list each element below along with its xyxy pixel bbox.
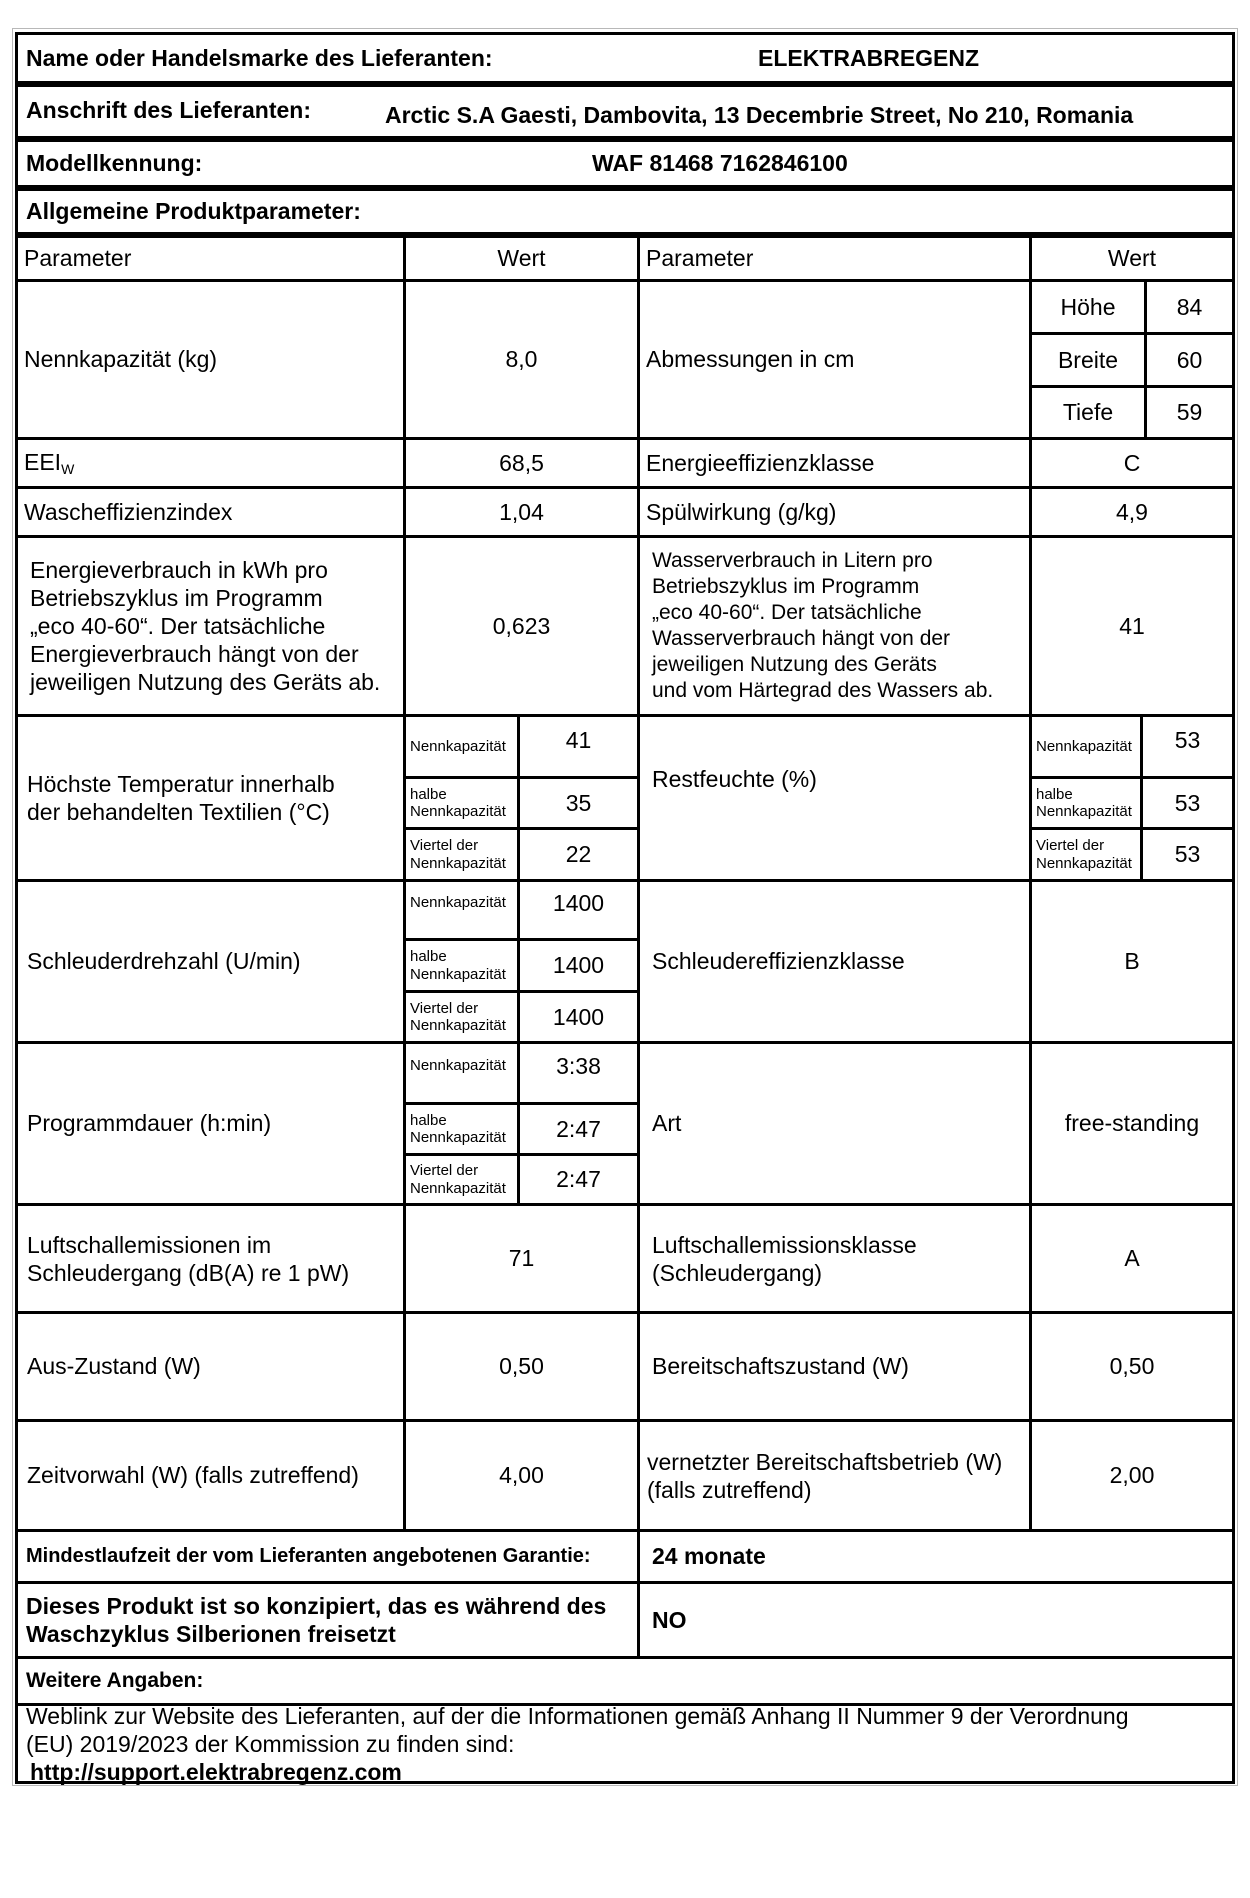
- water-cons-label: [652, 548, 993, 704]
- water-cons-label-cell: [637, 535, 1032, 717]
- silver-value: NO: [652, 1606, 687, 1633]
- weblink-url[interactable]: http://support.elektrabregenz.com: [30, 1758, 402, 1785]
- load-label-text: Nennkapazität: [410, 894, 506, 912]
- temp-quarter-value-cell: [517, 827, 640, 882]
- moisture-label-cell: [637, 714, 1032, 882]
- col-header-text: Wert: [497, 245, 546, 272]
- energy-cons-label-cell: [15, 535, 406, 717]
- text-line: Betriebszyklus im Programm: [652, 575, 920, 598]
- moisture-half-value: 53: [1174, 789, 1201, 816]
- temp-label: [27, 770, 335, 826]
- general-params-label: Allgemeine Produktparameter:: [26, 198, 361, 225]
- text-line: Energieverbrauch in kWh pro: [30, 557, 328, 583]
- eei-value: 68,5: [499, 449, 544, 476]
- network-label-cell: [637, 1419, 1032, 1532]
- capacity-value-cell: [403, 279, 640, 440]
- text-line: Nennkapazität: [410, 1129, 506, 1146]
- col-header-text: Wert: [1107, 245, 1157, 272]
- delay-label-cell: [15, 1419, 406, 1532]
- text-line: (falls zutreffend): [647, 1476, 812, 1503]
- duration-load-quarter-label: [403, 1153, 520, 1206]
- text-line: jeweiligen Nutzung des Geräts: [652, 653, 937, 676]
- text-line: halbe: [410, 785, 447, 803]
- moisture-full-value: 53: [1174, 727, 1201, 754]
- spin-quarter-value: 1400: [552, 1003, 605, 1030]
- text-line: vernetzter Bereitschaftsbetrieb (W): [647, 1448, 1003, 1475]
- noise-label: [27, 1231, 349, 1287]
- text-line: der behandelten Textilien (°C): [27, 799, 330, 825]
- text-line: Betriebszyklus im Programm: [30, 585, 323, 611]
- moisture-quarter-value: 53: [1174, 841, 1201, 868]
- wash-index-value: 1,04: [499, 498, 544, 525]
- width-label: Breite: [1057, 346, 1119, 373]
- temp-load-full-label: [403, 714, 520, 779]
- spin-half-value: 1400: [552, 952, 605, 979]
- supplier-label: Name oder Handelsmarke des Lieferanten:: [26, 44, 493, 71]
- noise-value-cell: [403, 1203, 640, 1314]
- off-value-cell: [403, 1311, 640, 1422]
- type-value: free-standing: [1064, 1110, 1200, 1137]
- spin-label: Schleuderdrehzahl (U/min): [27, 948, 301, 975]
- type-label-cell: [637, 1041, 1032, 1206]
- spin-half-value-cell: [517, 938, 640, 993]
- col-header-value-left: [403, 235, 640, 282]
- energy-class-value: C: [1123, 449, 1141, 476]
- text-line: Nennkapazität: [410, 854, 506, 872]
- text-line: Wasserverbrauch in Litern pro: [652, 549, 933, 572]
- col-header-text: Parameter: [646, 245, 754, 272]
- capacity-label: Nennkapazität (kg): [24, 346, 218, 373]
- load-label-text: [410, 1112, 506, 1147]
- col-header-text: Parameter: [24, 245, 132, 272]
- energy-class-label-cell: [637, 437, 1032, 489]
- energy-class-value-cell: [1029, 437, 1235, 489]
- temp-load-quarter-label: [403, 827, 520, 882]
- col-header-param-right: [637, 235, 1032, 282]
- spin-quarter-value-cell: [517, 990, 640, 1044]
- spin-load-quarter-label: [403, 990, 520, 1044]
- depth-label-cell: [1029, 385, 1147, 440]
- duration-label-cell: [15, 1041, 406, 1206]
- address-row: [15, 84, 1235, 139]
- eei-label-cell: [15, 437, 406, 489]
- spin-load-full-label: [403, 879, 520, 941]
- standby-label-cell: [637, 1311, 1032, 1422]
- noise-class-value-cell: [1029, 1203, 1235, 1314]
- rinse-label-cell: [637, 486, 1032, 538]
- off-label: Aus-Zustand (W): [27, 1353, 201, 1380]
- moisture-load-half-label: [1029, 776, 1143, 830]
- warranty-label: Mindestlaufzeit der vom Lieferanten angebotenen Garantie:: [26, 1545, 591, 1568]
- load-label-text: Nennkapazität: [1036, 737, 1132, 755]
- eei-text: EEI: [24, 448, 62, 475]
- delay-value-cell: [403, 1419, 640, 1532]
- silver-value-cell: [637, 1581, 1235, 1659]
- text-line: Wasserverbrauch hängt von der: [652, 627, 951, 650]
- capacity-label-cell: [15, 279, 406, 440]
- temp-full-value: 41: [565, 727, 592, 754]
- width-value-cell: [1144, 332, 1235, 388]
- off-value: 0,50: [499, 1353, 544, 1380]
- address-label: Anschrift des Lieferanten:: [26, 97, 311, 123]
- duration-quarter-value-cell: [517, 1153, 640, 1206]
- silver-label: [26, 1592, 606, 1648]
- moisture-full-value-cell: [1140, 714, 1235, 779]
- text-line: halbe: [410, 1111, 447, 1129]
- load-label-text: [410, 1162, 506, 1197]
- spin-label-cell: [15, 879, 406, 1044]
- energy-cons-label: [30, 556, 380, 696]
- moisture-load-full-label: [1029, 714, 1143, 779]
- duration-full-value: 3:38: [556, 1052, 601, 1079]
- network-label: [647, 1448, 1002, 1504]
- temp-quarter-value: 22: [565, 841, 592, 868]
- spin-class-value-cell: [1029, 879, 1235, 1044]
- rinse-label: Spülwirkung (g/kg): [646, 498, 837, 525]
- load-label-text: [410, 837, 506, 872]
- height-value-cell: [1144, 279, 1235, 335]
- text-line: „eco 40-60“. Der tatsächliche: [30, 613, 326, 639]
- capacity-value: 8,0: [505, 346, 538, 373]
- standby-value-cell: [1029, 1311, 1235, 1422]
- width-label-cell: [1029, 332, 1147, 388]
- text-line: und vom Härtegrad des Wassers ab.: [652, 679, 994, 702]
- noise-class-value: A: [1124, 1245, 1140, 1272]
- text-line: Nennkapazität: [410, 803, 506, 820]
- duration-full-value-cell: [517, 1041, 640, 1105]
- depth-value: 59: [1176, 399, 1203, 426]
- load-label-text: [1036, 786, 1132, 821]
- text-line: Weblink zur Website des Lieferanten, auf der die Informationen gemäß Anhang II Nummer 9 der Verordnung: [26, 1702, 1129, 1729]
- height-label: Höhe: [1060, 293, 1116, 320]
- depth-label: Tiefe: [1062, 399, 1114, 426]
- model-value: WAF 81468 7162846100: [592, 150, 848, 177]
- load-label-text: [410, 786, 506, 821]
- text-line: Nennkapazität: [410, 1017, 506, 1034]
- moisture-label: Restfeuchte (%): [652, 765, 817, 792]
- text-line: Energieverbrauch hängt von der: [30, 641, 359, 667]
- text-line: [26, 1730, 1129, 1786]
- height-label-cell: [1029, 279, 1147, 335]
- water-cons-value-cell: [1029, 535, 1235, 717]
- col-header-param-left: [15, 235, 406, 282]
- temp-full-value-cell: [517, 714, 640, 779]
- text-line: Dieses Produkt ist so konzipiert, das es während des: [26, 1593, 607, 1619]
- duration-half-value: 2:47: [556, 1115, 601, 1142]
- delay-label: Zeitvorwahl (W) (falls zutreffend): [27, 1462, 359, 1489]
- warranty-value: 24 monate: [652, 1543, 766, 1570]
- text-line: Luftschallemissionen im: [27, 1231, 272, 1258]
- silver-label-cell: [15, 1581, 640, 1659]
- wash-index-label: Wascheffizienzindex: [24, 498, 233, 525]
- text-line: Viertel der: [1036, 837, 1105, 855]
- warranty-label-cell: [15, 1529, 640, 1584]
- text-line: Schleudergang (dB(A) re 1 pW): [27, 1259, 350, 1286]
- model-label: Modellkennung:: [26, 150, 203, 177]
- more-info-row: [15, 1656, 1235, 1706]
- network-value-cell: [1029, 1419, 1235, 1532]
- text-line: Nennkapazität: [410, 1179, 506, 1197]
- moisture-quarter-value-cell: [1140, 827, 1235, 882]
- load-label-text: Nennkapazität: [410, 1057, 506, 1075]
- moisture-half-value-cell: [1140, 776, 1235, 830]
- wash-index-label-cell: [15, 486, 406, 538]
- general-params-row: [15, 188, 1235, 235]
- rinse-value: 4,9: [1116, 498, 1148, 525]
- weblink-row: [15, 1703, 1235, 1784]
- network-value: 2,00: [1109, 1462, 1155, 1489]
- eei-subscript: W: [61, 460, 75, 477]
- text-line: jeweiligen Nutzung des Geräts ab.: [30, 669, 381, 695]
- text-line: Nennkapazität: [1036, 854, 1132, 872]
- temp-half-value: 35: [565, 789, 592, 816]
- spin-class-label-cell: [637, 879, 1032, 1044]
- weblink-prefix: (EU) 2019/2023 der Kommission zu finden sind:: [26, 1730, 515, 1757]
- supplier-row: [15, 32, 1235, 84]
- duration-half-value-cell: [517, 1102, 640, 1156]
- duration-quarter-value: 2:47: [556, 1166, 601, 1193]
- temp-load-half-label: [403, 776, 520, 830]
- text-line: Nennkapazität: [410, 965, 506, 983]
- depth-value-cell: [1144, 385, 1235, 440]
- text-line: Luftschallemissionsklasse: [652, 1231, 917, 1258]
- weblink-text: [26, 1702, 1129, 1786]
- text-line: Viertel der: [410, 837, 479, 855]
- dimensions-label-cell: [637, 279, 1032, 440]
- height-value: 84: [1176, 293, 1203, 320]
- spin-class-label: Schleudereffizienzklasse: [652, 948, 905, 975]
- spin-load-half-label: [403, 938, 520, 993]
- moisture-load-quarter-label: [1029, 827, 1143, 882]
- text-line: Höchste Temperatur innerhalb: [27, 770, 335, 797]
- energy-cons-value-cell: [403, 535, 640, 717]
- energy-cons-value: 0,623: [492, 612, 551, 639]
- warranty-value-cell: [637, 1529, 1235, 1584]
- eei-label: [24, 448, 74, 478]
- supplier-value: ELEKTRABREGENZ: [758, 44, 980, 71]
- standby-label: Bereitschaftszustand (W): [652, 1353, 909, 1380]
- text-line: (Schleudergang): [652, 1259, 823, 1286]
- type-label: Art: [652, 1110, 682, 1137]
- noise-class-label: [652, 1231, 917, 1287]
- off-label-cell: [15, 1311, 406, 1422]
- duration-label: Programmdauer (h:min): [27, 1110, 272, 1137]
- noise-label-cell: [15, 1203, 406, 1314]
- address-value: Arctic S.A Gaesti, Dambovita, 13 Decembrie Street, No 210, Romania: [385, 102, 1134, 128]
- energy-class-label: Energieeffizienzklasse: [646, 449, 875, 476]
- temp-label-cell: [15, 714, 406, 882]
- model-row: [15, 139, 1235, 188]
- text-line: Waschzyklus Silberionen freisetzt: [26, 1621, 396, 1647]
- text-line: Nennkapazität: [1036, 803, 1132, 820]
- type-value-cell: [1029, 1041, 1235, 1206]
- load-label-text: [410, 948, 506, 983]
- spin-full-value-cell: [517, 879, 640, 941]
- load-label-text: Nennkapazität: [410, 737, 506, 755]
- more-info-label: Weitere Angaben:: [26, 1669, 204, 1693]
- col-header-value-right: [1029, 235, 1235, 282]
- dimensions-label: Abmessungen in cm: [646, 346, 855, 373]
- noise-value: 71: [508, 1245, 535, 1272]
- text-line: halbe: [1036, 785, 1073, 803]
- text-line: Viertel der: [410, 999, 479, 1017]
- wash-index-value-cell: [403, 486, 640, 538]
- eei-value-cell: [403, 437, 640, 489]
- standby-value: 0,50: [1109, 1353, 1155, 1380]
- width-value: 60: [1176, 346, 1203, 373]
- load-label-text: [1036, 837, 1132, 872]
- spin-class-value: B: [1124, 948, 1140, 975]
- text-line: halbe: [410, 948, 447, 966]
- temp-half-value-cell: [517, 776, 640, 830]
- noise-class-label-cell: [637, 1203, 1032, 1314]
- text-line: Viertel der: [410, 1162, 479, 1180]
- duration-load-half-label: [403, 1102, 520, 1156]
- water-cons-value: 41: [1119, 612, 1145, 639]
- rinse-value-cell: [1029, 486, 1235, 538]
- spin-full-value: 1400: [552, 889, 605, 916]
- text-line: „eco 40-60“. Der tatsächliche: [652, 601, 922, 624]
- duration-load-full-label: [403, 1041, 520, 1105]
- load-label-text: [410, 1000, 506, 1035]
- delay-value: 4,00: [499, 1462, 544, 1489]
